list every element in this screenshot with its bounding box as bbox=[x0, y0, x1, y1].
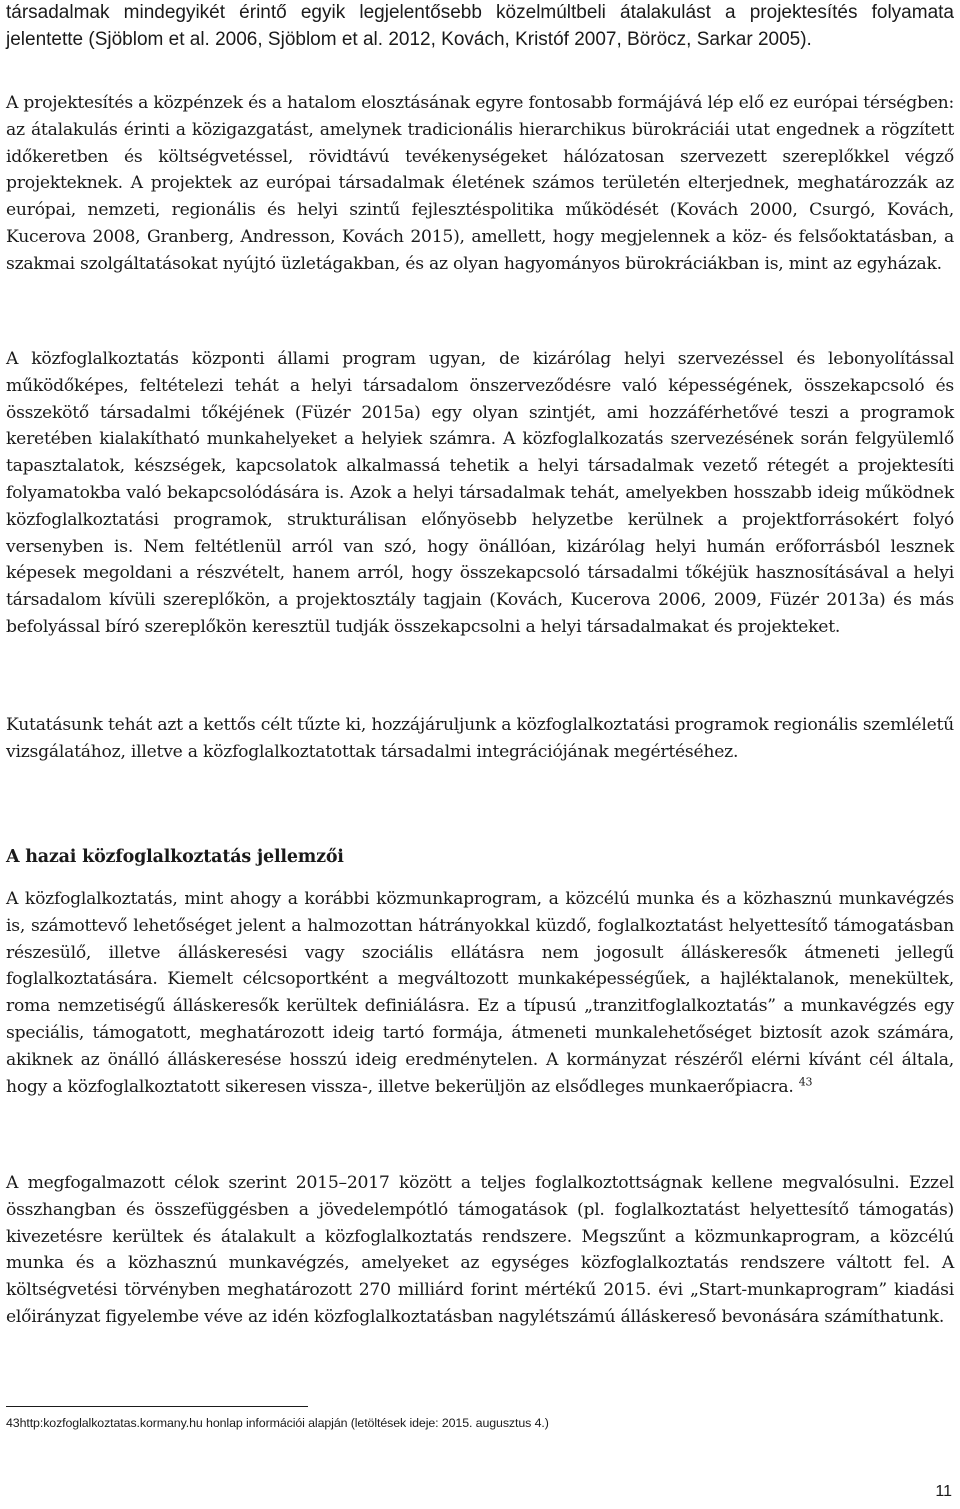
paragraph-intro: társadalmak mindegyikét érintő egyik legjelentősebb közelmúltbeli átalakulást a projektesítés folyamata jelentette (Sjöblom et al. 2006, Sjöblom et al. 2012, Kovách, Kristóf 2007, Böröcz, Sarkar 2005). bbox=[6, 2, 954, 50]
footnote: 43http:kozfoglalkoztatas.kormany.hu honlap információi alapján (letöltések ideje: 2015. augusztus 4.) bbox=[6, 1416, 549, 1430]
paragraph-celok: A megfogalmazott célok szerint 2015–2017 között a teljes foglalkoztottságnak kellene megvalósulni. Ezzel összhangban és összefüggésben a jövedelempótló támogatások (pl. foglalkoztatást helyettesítő támogatás) kivezetésre kerültek és átalakult a közfoglalkoztatás rendszere. Megszűnt a közmunkaprogram, a közcélú munka és a közhasznú munkavégzés, amelyeket az egységes közfoglalkoztatás rendszere váltott fel. A költségvetési törvényben meghatározott 270 milliárd forint mértékű 2015. évi „Start-munkaprogram” kiadási előirányzat figyelembe véve az idén közfoglalkoztatásban nagylétszámú álláskereső bevonására számíthatunk. bbox=[6, 1173, 954, 1327]
footnote-divider bbox=[6, 1406, 308, 1407]
paragraph-hazai-text: A közfoglalkoztatás, mint ahogy a korábbi közmunkaprogram, a közcélú munka és a közhasznú munkavégzés is, számottevő lehetőséget jelent a halmozottan hátrányokkal küzdő, foglalkoztatást helyettesítő támogatásban részesülő, illetve álláskeresési vagy szociális ellátásra nem jogosult álláskeresők átmeneti jellegű foglalkoztatására. Kiemelt célcsoportként a megváltozott munkaképességűek, a hajléktalanok, menekültek, roma nemzetiségű álláskeresők kerültek definiálásra. Ez a típusú „tranzitfoglalkoztatás” a munkavégzés egy speciális, támogatott, meghatározott ideig tartó formája, átmeneti munkalehetőséget biztosít azok számára, akiknek az önálló álláskeresése hosszú ideig eredménytelen. A kormányzat részéről elérni kívánt cél általa, hogy a közfoglalkoztatott sikeresen vissza-, illetve bekerüljön az elsődleges munkaerőpiacra. bbox=[6, 889, 954, 1097]
paragraph-hazai bbox=[6, 886, 954, 1100]
paragraph-kutatas: Kutatásunk tehát azt a kettős célt tűzte ki, hozzájáruljunk a közfoglalkoztatási programok regionális szemléletű vizsgálatához, illetve a közfoglalkoztatottak társadalmi integrációjának megértéséhez. bbox=[6, 715, 954, 762]
paragraph-projektesites: A projektesítés a közpénzek és a hatalom elosztásának egyre fontosabb formájává lép elő ez európai térségben: az átalakulás érinti a közigazgatást, amelynek tradicionális hierarchikus bürokráciái utat engednek a rögzített időkeretben és költségvetéssel, rövidtávú tevékenységeket hálózatosan szervezett szereplőkkel végző projekteknek. A projektek az európai társadalmak életének számos területén elterjednek, meghatározzák az európai, nemzeti, regionális és helyi szintű fejlesztéspolitika működését (Kovách 2000, Csurgó, Kovách, Kucerova 2008, Granberg, Andresson, Kovách 2015), amellett, hogy megjelennek a köz- és felsőoktatásban, a szakmai szolgáltatásokat nyújtó üzletágakban, és az olyan hagyományos bürokráciákban is, mint az egyházak. bbox=[6, 93, 954, 274]
page-number: 11 bbox=[935, 1483, 952, 1500]
footnote-reference[interactable]: 43 bbox=[798, 1074, 813, 1088]
section-heading: A hazai közfoglalkoztatás jellemzői bbox=[6, 847, 344, 867]
paragraph-kozfoglalkoztatas: A közfoglalkoztatás központi állami program ugyan, de kizárólag helyi szervezéssel és lebonyolítással működőképes, feltételezi tehát a helyi társadalom önszerveződésre való képességének, összekapcsoló és összekötő társadalmi tőkéjének (Füzér 2015a) egy olyan szintjét, ami hozzáférhetővé teszi a programok keretében kialakítható munkahelyeket a helyiek számra. A közfoglalkozatás szervezésének során felgyülemlő tapasztalatok, készségek, kapcsolatok alkalmassá tehetik a helyi társadalmak vezető rétegét a projektesíti folyamatokba való bekapcsolódására is. Azok a helyi társadalmak tehát, amelyekben hosszabb ideig működnek közfoglalkoztatási programok, strukturálisan előnyösebb helyzetbe kerülnek a projektforrásokért folyó versenyben is. Nem feltétlenül arról van szó, hogy önállóan, kizárólag helyi humán erőforrásból lesznek képesek megoldani a részvételt, hanem arról, hogy összekapcsoló társadalmi tőkéjük hasznosításával a helyi társadalom kívüli szereplőkön, a projektosztály tagjain (Kovách, Kucerova 2006, 2009, Füzér 2013a) és más befolyással bíró szereplőkön keresztül tudják összekapcsolni a helyi társadalmakat és projekteket. bbox=[6, 349, 954, 637]
